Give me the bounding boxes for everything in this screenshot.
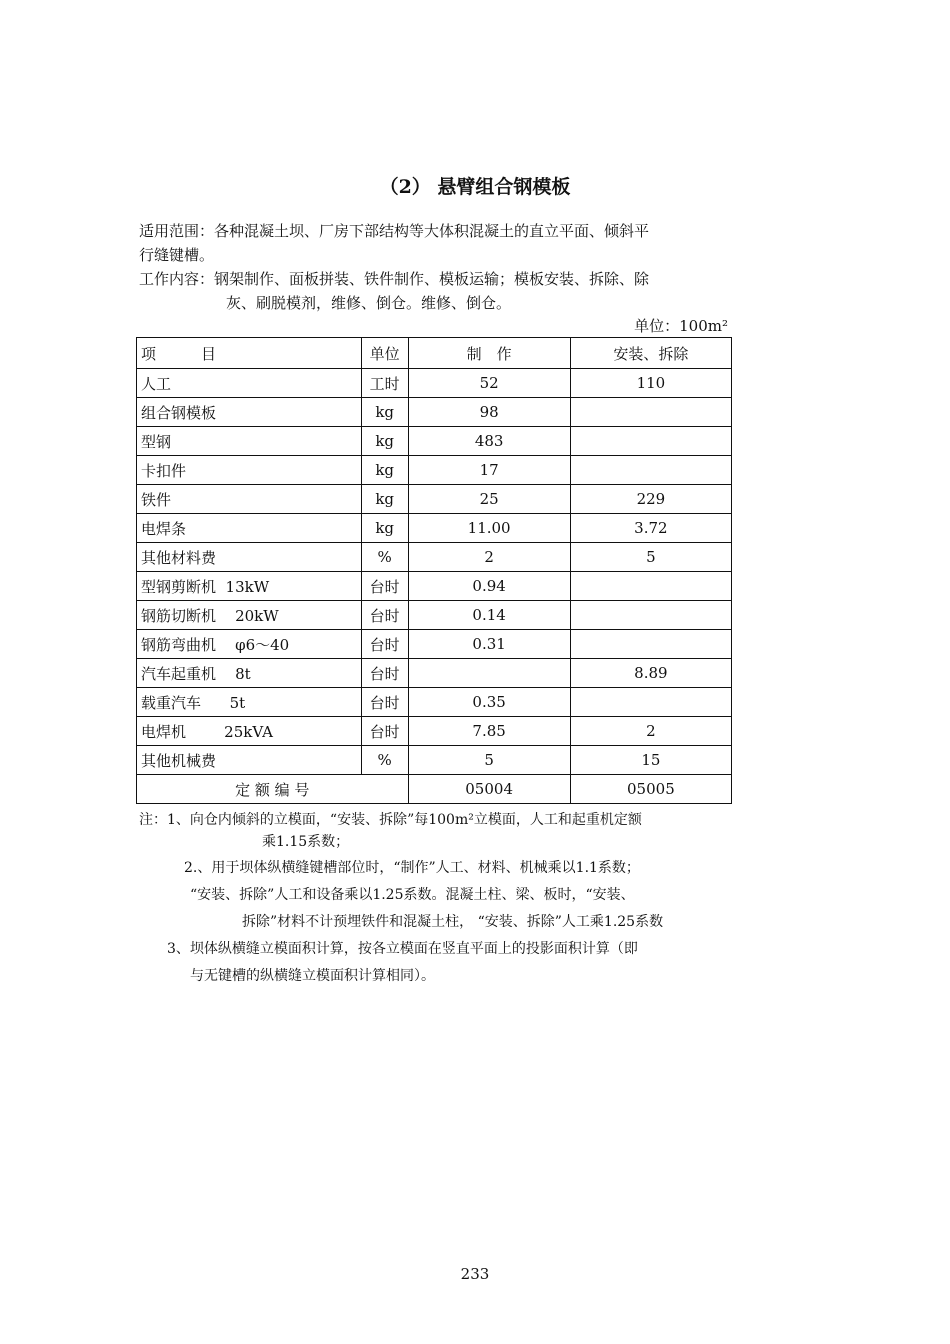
- table-header-row: [137, 338, 732, 369]
- row-item: 卡扣件: [137, 456, 362, 485]
- row-item: 型钢: [137, 427, 362, 456]
- table-row: [137, 601, 732, 630]
- scope-line-2: 行缝键槽。: [139, 246, 215, 264]
- note-1-line-1: 注：1、向仓内倾斜的立模面，“安装、拆除”每100m²立模面，人工和起重机定额: [139, 812, 642, 828]
- work-line-1: 工作内容：钢架制作、面板拼装、铁件制作、模板运输；模板安装、拆除、除: [139, 270, 650, 288]
- row-item: 铁件: [137, 485, 362, 514]
- row-make: 17: [408, 456, 570, 485]
- header-install: 安装、拆除: [570, 338, 731, 369]
- row-install: 229: [570, 485, 731, 514]
- note-3-line-2: 与无键槽的纵横缝立模面积计算相同）。: [190, 968, 435, 984]
- row-install: [570, 688, 731, 717]
- table-row: [137, 630, 732, 659]
- row-unit: 台时: [361, 572, 408, 601]
- row-item: 组合钢模板: [137, 398, 362, 427]
- row-item: 其他材料费: [137, 543, 362, 572]
- row-unit: 工时: [361, 369, 408, 398]
- row-install: [570, 427, 731, 456]
- row-make: 0.14: [408, 601, 570, 630]
- row-make: [408, 659, 570, 688]
- row-install: [570, 398, 731, 427]
- row-make: 25: [408, 485, 570, 514]
- quota-table: [136, 337, 732, 804]
- page-title: （2） 悬臂组合钢模板: [379, 176, 571, 198]
- row-item: 钢筋切断机 20kW: [137, 601, 362, 630]
- row-item: 其他机械费: [137, 746, 362, 775]
- row-install: [570, 630, 731, 659]
- row-unit: kg: [361, 398, 408, 427]
- row-make: 2: [408, 543, 570, 572]
- row-item: 载重汽车 5t: [137, 688, 362, 717]
- row-item: 汽车起重机 8t: [137, 659, 362, 688]
- row-make: 52: [408, 369, 570, 398]
- note-3-line-1: 3、坝体纵横缝立模面积计算，按各立模面在竖直平面上的投影面积计算（即: [167, 941, 638, 957]
- row-install: [570, 572, 731, 601]
- note-2-line-1: 2.、用于坝体纵横缝键槽部位时，“制作”人工、材料、机械乘以1.1系数；: [184, 860, 640, 876]
- note-2-line-2: “安装、拆除”人工和设备乘以1.25系数。混凝土柱、梁、板时，“安装、: [190, 887, 635, 903]
- row-install: 15: [570, 746, 731, 775]
- row-make: 0.35: [408, 688, 570, 717]
- row-unit: 台时: [361, 688, 408, 717]
- table-row: [137, 746, 732, 775]
- row-unit: kg: [361, 485, 408, 514]
- table-row: [137, 659, 732, 688]
- row-make: 483: [408, 427, 570, 456]
- row-unit: %: [361, 746, 408, 775]
- row-unit: 台时: [361, 659, 408, 688]
- row-install: 8.89: [570, 659, 731, 688]
- row-item: 电焊条: [137, 514, 362, 543]
- table-footer-row: [137, 775, 732, 804]
- header-item: 项 目: [137, 338, 362, 369]
- row-unit: 台时: [361, 630, 408, 659]
- row-unit: 台时: [361, 601, 408, 630]
- header-make: 制 作: [408, 338, 570, 369]
- row-item: 电焊机 25kVA: [137, 717, 362, 746]
- table-row: [137, 485, 732, 514]
- row-make: 0.31: [408, 630, 570, 659]
- row-make: 0.94: [408, 572, 570, 601]
- row-unit: kg: [361, 456, 408, 485]
- row-install: [570, 601, 731, 630]
- row-item: 人工: [137, 369, 362, 398]
- row-install: 3.72: [570, 514, 731, 543]
- header-unit: 单位: [361, 338, 408, 369]
- table-row: [137, 369, 732, 398]
- row-install: 2: [570, 717, 731, 746]
- work-line-2: 灰、刷脱模剂，维修、倒仓。维修、倒仓。: [226, 294, 512, 312]
- table-row: [137, 514, 732, 543]
- row-make: 98: [408, 398, 570, 427]
- row-install: 110: [570, 369, 731, 398]
- note-2-line-3: 拆除”材料不计预埋铁件和混凝土柱， “安装、拆除”人工乘1.25系数: [242, 914, 664, 930]
- row-make: 5: [408, 746, 570, 775]
- table-row: [137, 717, 732, 746]
- page-number: 233: [460, 1265, 490, 1283]
- row-unit: kg: [361, 427, 408, 456]
- table-row: [137, 572, 732, 601]
- row-make: 11.00: [408, 514, 570, 543]
- table-row: [137, 543, 732, 572]
- scope-line-1: 适用范围：各种混凝土坝、厂房下部结构等大体积混凝土的直立平面、倾斜平: [139, 222, 650, 240]
- unit-label: 单位：100m²: [634, 317, 728, 335]
- row-install: [570, 456, 731, 485]
- table-row: [137, 398, 732, 427]
- quota-number-install: 05005: [570, 775, 731, 804]
- row-unit: %: [361, 543, 408, 572]
- row-unit: kg: [361, 514, 408, 543]
- quota-number-make: 05004: [408, 775, 570, 804]
- row-install: 5: [570, 543, 731, 572]
- table-row: [137, 456, 732, 485]
- row-make: 7.85: [408, 717, 570, 746]
- table-row: [137, 427, 732, 456]
- row-item: 钢筋弯曲机 φ6～40: [137, 630, 362, 659]
- quota-number-label: 定 额 编 号: [137, 775, 409, 804]
- row-unit: 台时: [361, 717, 408, 746]
- note-1-line-2: 乘1.15系数；: [262, 834, 350, 850]
- row-item: 型钢剪断机 13kW: [137, 572, 362, 601]
- table-row: [137, 688, 732, 717]
